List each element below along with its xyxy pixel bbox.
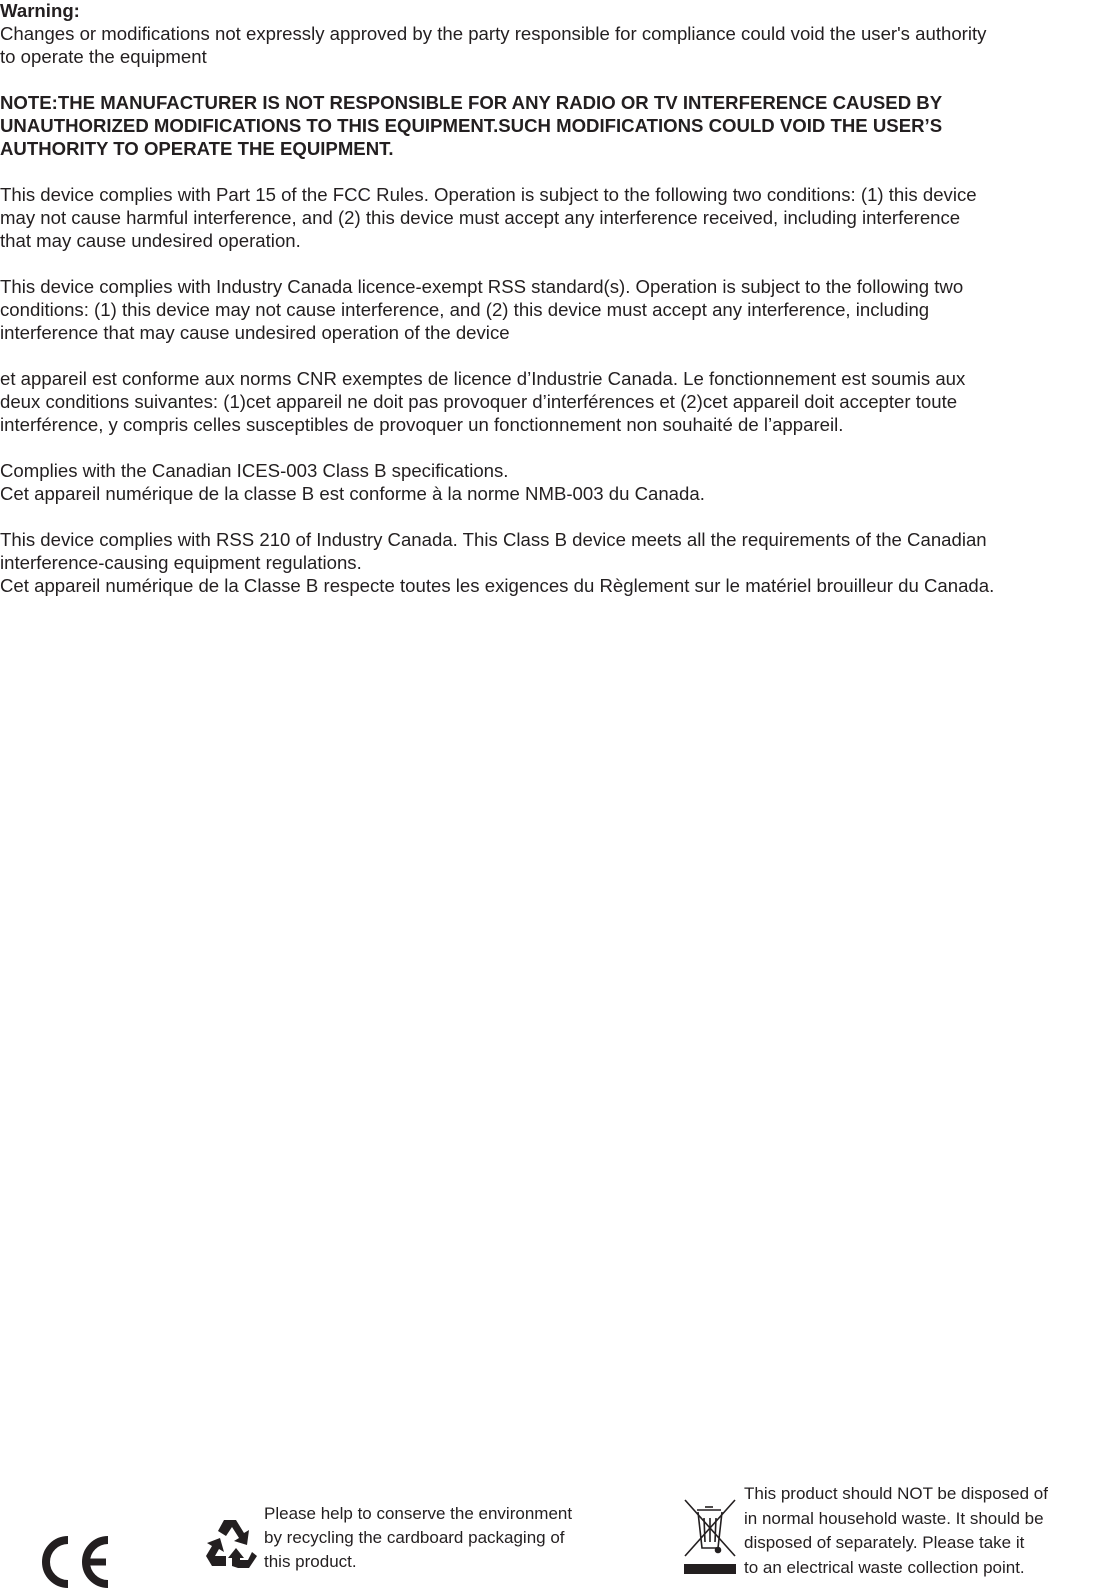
recycle-icon [202,1516,258,1572]
document-body [0,0,1112,597]
weee-notice-line: This product should NOT be disposed of [744,1484,1048,1503]
warning-text: Changes or modifications not expressly approved by the party responsible for compliance could void the user's authority to operate the equipment [0,23,987,67]
recycle-notice [264,1502,572,1574]
recycle-notice-line: this product. [264,1552,357,1571]
footer-marks [0,1484,1112,1591]
weee-notice-line: to an electrical waste collection point. [744,1557,1025,1577]
weee-disposal-notice [744,1482,1048,1580]
industry-canada-statement-en: This device complies with Industry Canada licence-exempt RSS standard(s). Operation is subject to the following two conditions: (1) this device may not cause interference, and (2) this device must accept any interference, including interference that may cause undesired operation of the device [0,276,964,343]
warning-heading: Warning: [0,0,80,21]
weee-notice-line: disposed of separately. Please take it [744,1533,1025,1552]
industry-canada-statement-fr: et appareil est conforme aux norms CNR exemptes de licence d’Industrie Canada. Le fonctionnement est soumis aux deux conditions suivantes: (1)cet appareil ne doit pas provoquer d’interférences et (2)cet appareil doit accepter toute interférence, y compris celles susceptibles de provoquer un fonctionnement non souhaité de l’appareil. [0,368,966,435]
ce-mark-icon [38,1534,114,1590]
manufacturer-note: NOTE:THE MANUFACTURER IS NOT RESPONSIBLE FOR ANY RADIO OR TV INTERFERENCE CAUSED BY UNAUTHORIZED MODIFICATIONS TO THIS EQUIPMENT.SUCH MODIFICATIONS COULD VOID THE USER’S AUTHORITY TO OPERATE THE EQUIPMENT. [0,92,943,159]
ices-statement: Complies with the Canadian ICES-003 Class B specifications. Cet appareil numérique de la classe B est conforme à la norme NMB-003 du Canada. [0,460,705,504]
weee-notice-line: in normal household waste. It should be [744,1508,1044,1528]
rss210-statement: This device complies with RSS 210 of Industry Canada. This Class B device meets all the requirements of the Canadian interference-causing equipment regulations. Cet appareil numérique de la Classe B respecte toutes les exigences du Règlement sur le matériel brouilleur du Canada. [0,529,995,596]
recycle-notice-line: Please help to conserve the environment [264,1504,573,1523]
crossed-out-bin-icon [683,1496,737,1576]
fcc-statement: This device complies with Part 15 of the FCC Rules. Operation is subject to the following two conditions: (1) this device may not cause harmful interference, and (2) this device must accept any interference received, including interference that may cause undesired operation. [0,184,977,251]
recycle-notice-line: by recycling the cardboard packaging of [264,1528,565,1547]
